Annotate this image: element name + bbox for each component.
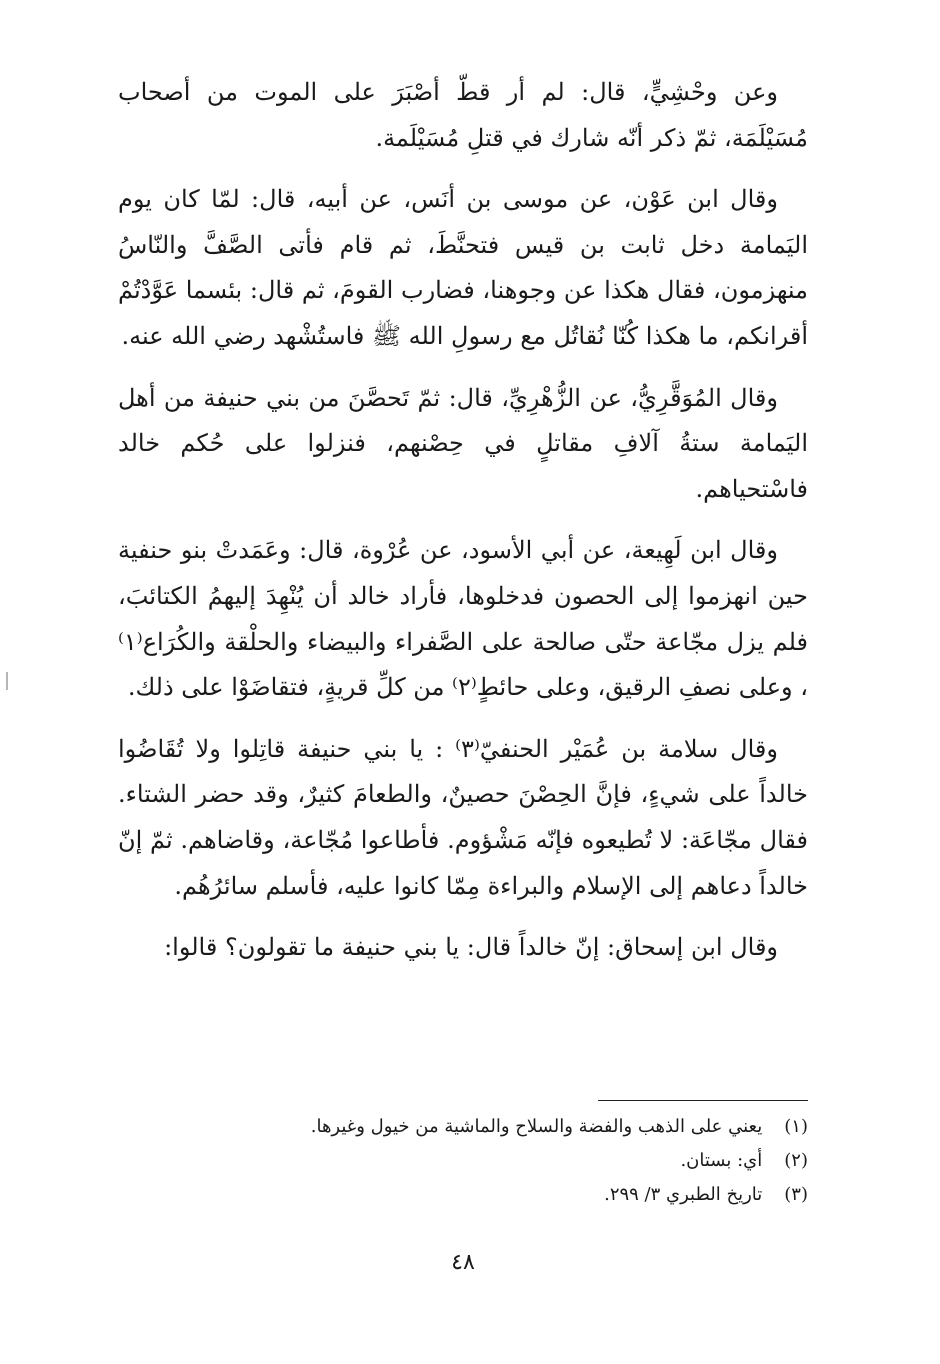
scan-mark <box>6 672 8 690</box>
footnote-item <box>118 1178 808 1212</box>
footnote-number: (٣) <box>784 1184 808 1205</box>
page-number: ٤٨ <box>451 1250 475 1275</box>
footnote-number: (٢) <box>784 1150 808 1171</box>
book-page <box>118 70 808 1310</box>
footnote-number: (١) <box>784 1116 808 1137</box>
paragraph: وقال ابن إسحاق: إنّ خالداً قال: يا بني حنيفة ما تقولون؟ قالوا: <box>164 933 778 962</box>
footnote-text: أي: بستان. <box>680 1150 763 1171</box>
paragraph: وقال ابن عَوْن، عن موسى بن أنَس، عن أبيه، قال: لمّا كان يوم اليَمامة دخل ثابت بن قيس فتحنَّطَ، ثم قام فأتى الصَّفَّ والنّاسُ منهزمون، فقال هكذا عن وجوهنا، فضارب القومَ، ثم قال: بئسما عَوَّدْتُمْ أقرانكم، ما هكذا كُنّا نُقاتُل مع رسولِ الله ﷺ فاستُشْهد رضي الله عنه. <box>118 185 808 350</box>
paragraph: وقال سلامة بن عُمَيْر الحنفيّ⁽٣⁾ : يا بني حنيفة قاتِلوا ولا تُقَاضُوا خالداً على شيءٍ، فإنَّ الحِصْنَ حصينٌ، والطعامَ كثيرٌ، وقد حضر الشتاء. فقال مجّاعَة: لا تُطيعوه فإنّه مَشْؤوم. فأطاعوا مُجّاعة، وقاضاهم. ثمّ إنّ خالداً دعاهم إلى الإسلام والبراءة مِمّا كانوا عليه، فأسلم سائرُهُم. <box>118 734 808 900</box>
footnote-divider <box>598 1100 808 1101</box>
footnote-item <box>118 1144 808 1178</box>
paragraph: وقال المُوَقَّرِيُّ، عن الزُّهْرِيِّ، قال: ثمّ تَحصَّنَ من بني حنيفة من أهل اليَمامة ستةُ آلافِ مقاتلٍ في حِصْنهم، فنزلوا على حُكم خالد فاسْتحياهم. <box>118 383 808 503</box>
footnote-text: تاريخ الطبري ٣/ ٢٩٩. <box>604 1184 763 1205</box>
footnote-text: يعني على الذهب والفضة والسلاح والماشية من خيول وغيرها. <box>310 1116 763 1137</box>
main-text <box>118 70 808 971</box>
paragraph: وعن وحْشِيٍّ، قال: لم أر قطّ أصْبَرَ على الموت من أصحاب مُسَيْلَمَة، ثمّ ذكر أنّه شارك في قتلِ مُسَيْلَمة. <box>118 78 808 152</box>
footnote-item <box>118 1110 808 1144</box>
paragraph: وقال ابن لَهِيعة، عن أبي الأسود، عن عُرْوة، قال: وعَمَدتْ بنو حنفية حين انهزموا إلى الحصون فدخلوها، فأراد خالد أن يُنْهِدَ إليهمُ الكتائبَ، فلم يزل مجّاعة حتّى صالحة على الصَّفراء والبيضاء والحلْقة والكُرَاع⁽١⁾ ، وعلى نصفِ الرقيق، وعلى حائطٍ⁽٢⁾ من كلِّ قريةٍ، فتقاضَوْا على ذلك. <box>118 536 808 702</box>
footnotes <box>118 1110 808 1212</box>
